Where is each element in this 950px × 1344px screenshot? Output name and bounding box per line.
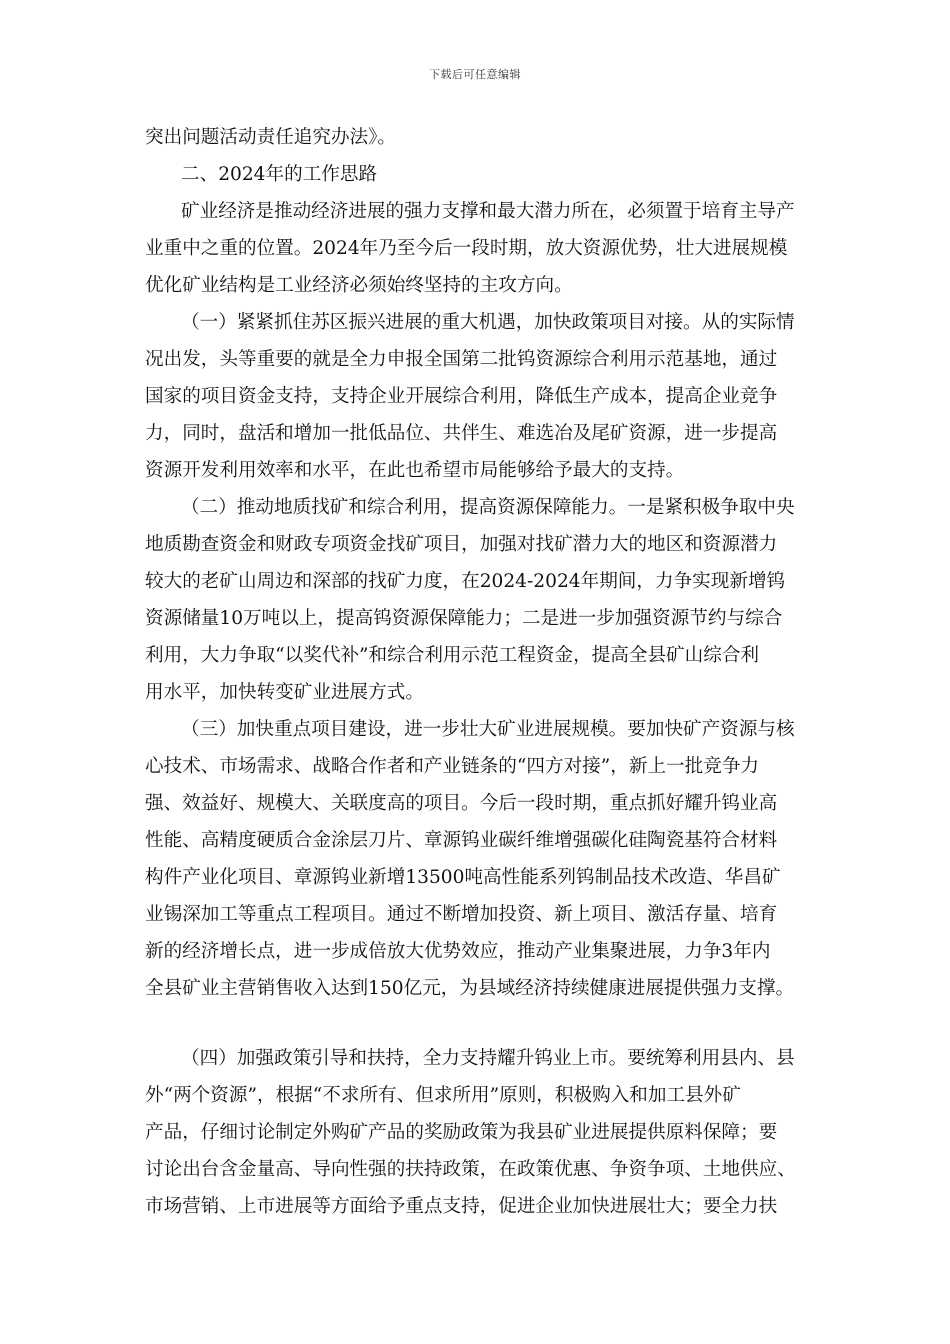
text-line: 市场营销、上市进展等方面给予重点支持，促进企业加快进展壮大；要全力扶 (145, 1196, 778, 1217)
text-line: 矿业经济是推动经济进展的强力支撑和最大潜力所在，必须置于培育主导产 (181, 201, 795, 222)
text-line: 构件产业化项目、章源钨业新增13500吨高性能系列钨制品技术改造、华昌矿 (145, 867, 781, 888)
document-body (145, 119, 827, 1225)
text-line: 利用，大力争取“以奖代补”和综合利用示范工程资金，提高全县矿山综合利 (145, 645, 760, 666)
text-line: （一）紧紧抓住苏区振兴进展的重大机遇，加快政策项目对接。从的实际情 (181, 312, 795, 333)
section-heading: 二、2024年的工作思路 (181, 164, 378, 185)
text-line: 优化矿业结构是工业经济必须始终坚持的主攻方向。 (145, 275, 573, 296)
text-line: 业锡深加工等重点工程项目。通过不断增加投资、新上项目、激活存量、培育 (145, 904, 778, 925)
text-line: 资源储量10万吨以上，提高钨资源保障能力；二是进一步加强资源节约与综合 (145, 608, 783, 629)
text-line: 心技术、市场需求、战略合作者和产业链条的“四方对接”，新上一批竞争力 (145, 756, 760, 777)
text-line: 国家的项目资金支持，支持企业开展综合利用，降低生产成本，提高企业竞争 (145, 386, 778, 407)
text-line: 较大的老矿山周边和深部的找矿力度，在2024-2024年期间，力争实现新增钨 (145, 571, 786, 592)
text-line: 资源开发利用效率和水平，在此也希望市局能够给予最大的支持。 (145, 460, 685, 481)
text-line: 产品，仔细讨论制定外购矿产品的奖励政策为我县矿业进展提供原料保障；要 (145, 1122, 778, 1143)
text-line: （三）加快重点项目建设，进一步壮大矿业进展规模。要加快矿产资源与核 (181, 719, 795, 740)
text-line: 讨论出台含金量高、导向性强的扶持政策，在政策优惠、争资争项、土地供应、 (145, 1159, 796, 1180)
text-line: （二）推动地质找矿和综合利用，提高资源保障能力。一是紧积极争取中央 (181, 497, 795, 518)
page-header-note: 下载后可任意编辑 (429, 68, 521, 81)
text-line: 外“两个资源”，根据“不求所有、但求所用”原则，积极购入和加工县外矿 (145, 1085, 741, 1106)
text-line: 全县矿业主营销售收入达到150亿元，为县域经济持续健康进展提供强力支撑。 (145, 978, 795, 999)
text-line: 性能、高精度硬质合金涂层刀片、章源钨业碳纤维增强碳化硅陶瓷基符合材料 (145, 830, 778, 851)
text-line: 力，同时，盘活和增加一批低品位、共伴生、难选冶及尾矿资源，进一步提高 (145, 423, 778, 444)
text-line: 用水平，加快转变矿业进展方式。 (145, 682, 424, 703)
text-line: 业重中之重的位置。2024年乃至今后一段时期，放大资源优势，壮大进展规模 (145, 238, 788, 259)
text-line: 突出问题活动责任追究办法》。 (145, 127, 397, 148)
text-line: 地质勘查资金和财政专项资金找矿项目，加强对找矿潜力大的地区和资源潜力 (145, 534, 778, 555)
text-line: 新的经济增长点，进一步成倍放大优势效应，推动产业集聚进展，力争3年内 (145, 941, 771, 962)
paragraph-gap (145, 1007, 827, 1040)
text-line: 况出发，头等重要的就是全力申报全国第二批钨资源综合利用示范基地，通过 (145, 349, 778, 370)
text-line: 强、效益好、规模大、关联度高的项目。今后一段时期，重点抓好耀升钨业高 (145, 793, 778, 814)
text-line: （四）加强政策引导和扶持，全力支持耀升钨业上市。要统筹利用县内、县 (181, 1048, 795, 1069)
